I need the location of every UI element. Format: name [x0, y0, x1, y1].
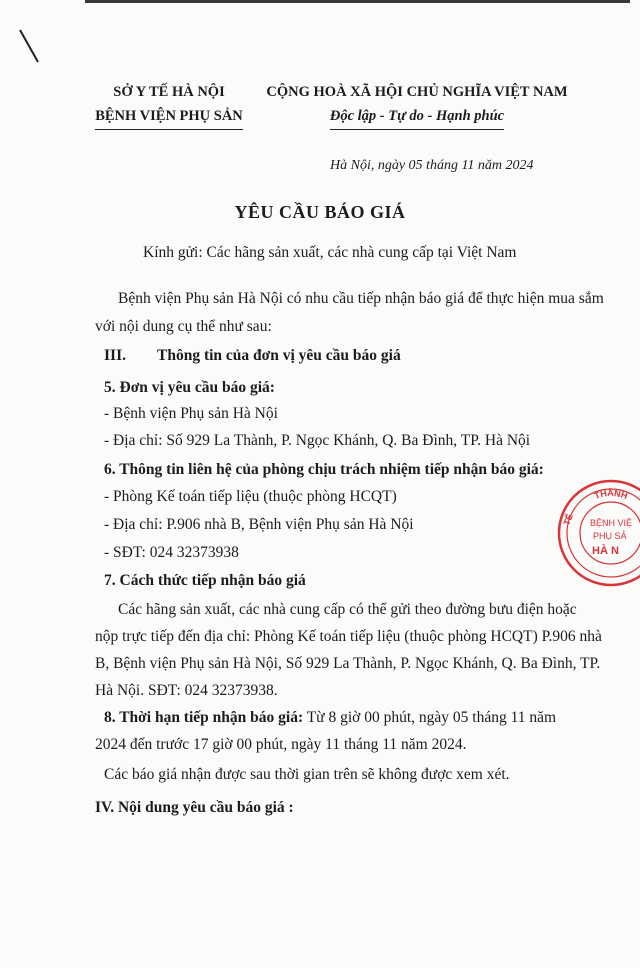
closing-note: Các báo giá nhận được sau thời gian trên sẽ không được xem xét.: [104, 766, 510, 783]
section-3-number: III.: [104, 347, 126, 364]
item-6-line-3: - SĐT: 024 32373938: [104, 544, 239, 561]
stamp-line-1: BỆNH VIỆ: [590, 518, 633, 528]
stamp-line-3: HÀ N: [592, 545, 619, 557]
country-name: CỘNG HOÀ XÃ HỘI CHỦ NGHĨA VIỆT NAM: [266, 84, 568, 100]
intro-line-1: Bệnh viện Phụ sản Hà Nội có nhu cầu tiếp nhận báo giá để thực hiện mua sắm: [118, 290, 604, 307]
item-8-line-1: [104, 709, 556, 727]
item-8-line-1-rest: Từ 8 giờ 00 phút, ngày 05 tháng 11 năm: [303, 709, 557, 726]
section-3-title: Thông tin của đơn vị yêu cầu báo giá: [157, 347, 401, 364]
pen-mark: [0, 0, 60, 70]
stamp-line-2: PHỤ SẢ: [593, 531, 627, 541]
red-seal-stamp: [556, 478, 640, 588]
item-8-line-2: 2024 đến trước 17 giờ 00 phút, ngày 11 tháng 11 năm 2024.: [95, 736, 467, 753]
intro-line-2: với nội dung cụ thể như sau:: [95, 318, 272, 335]
item-7-line-1: Các hãng sản xuất, các nhà cung cấp có thể gửi theo đường bưu điện hoặc: [118, 601, 577, 618]
item-6-heading: 6. Thông tin liên hệ của phòng chịu trách nhiệm tiếp nhận báo giá:: [104, 461, 544, 478]
document-title: YÊU CẦU BÁO GIÁ: [234, 202, 406, 222]
item-8-heading: 8. Thời hạn tiếp nhận báo giá:: [104, 709, 304, 726]
item-7-line-3: B, Bệnh viện Phụ sản Hà Nội, Số 929 La Thành, P. Ngọc Khánh, Q. Ba Đình, TP.: [95, 655, 601, 672]
item-7-heading: 7. Cách thức tiếp nhận báo giá: [104, 572, 306, 589]
svg-text:THÀNH: [593, 488, 629, 501]
item-7-line-2: nộp trực tiếp đến địa chỉ: Phòng Kế toán tiếp liệu (thuộc phòng HCQT) P.906 nhà: [95, 628, 602, 645]
agency-name: SỞ Y TẾ HÀ NỘI: [113, 84, 225, 100]
item-5-line-2: - Địa chỉ: Số 929 La Thành, P. Ngọc Khánh, Q. Ba Đình, TP. Hà Nội: [104, 432, 531, 449]
item-5-line-1: - Bệnh viện Phụ sản Hà Nội: [104, 405, 278, 422]
motto: Độc lập - Tự do - Hạnh phúc: [330, 104, 504, 130]
section-4-heading: IV. Nội dung yêu cầu báo giá :: [95, 799, 294, 816]
stamp-arc-text: THÀNH: [592, 487, 629, 502]
stamp-arc-text-left: TẾ: [561, 512, 575, 527]
recipient-line: Kính gửi: Các hãng sản xuất, các nhà cung cấp tại Việt Nam: [143, 244, 517, 261]
hospital-name: BỆNH VIỆN PHỤ SẢN: [95, 104, 243, 130]
scan-top-edge: [85, 0, 630, 3]
item-6-line-1: - Phòng Kế toán tiếp liệu (thuộc phòng HCQT): [104, 488, 397, 505]
item-7-line-4: Hà Nội. SĐT: 024 32373938.: [95, 682, 278, 699]
item-6-line-2: - Địa chỉ: P.906 nhà B, Bệnh viện Phụ sản Hà Nội: [104, 516, 414, 533]
item-5-heading: 5. Đơn vị yêu cầu báo giá:: [104, 379, 275, 396]
national-header: [262, 80, 572, 130]
document-date: Hà Nội, ngày 05 tháng 11 năm 2024: [330, 158, 534, 173]
agency-header: [84, 80, 254, 130]
